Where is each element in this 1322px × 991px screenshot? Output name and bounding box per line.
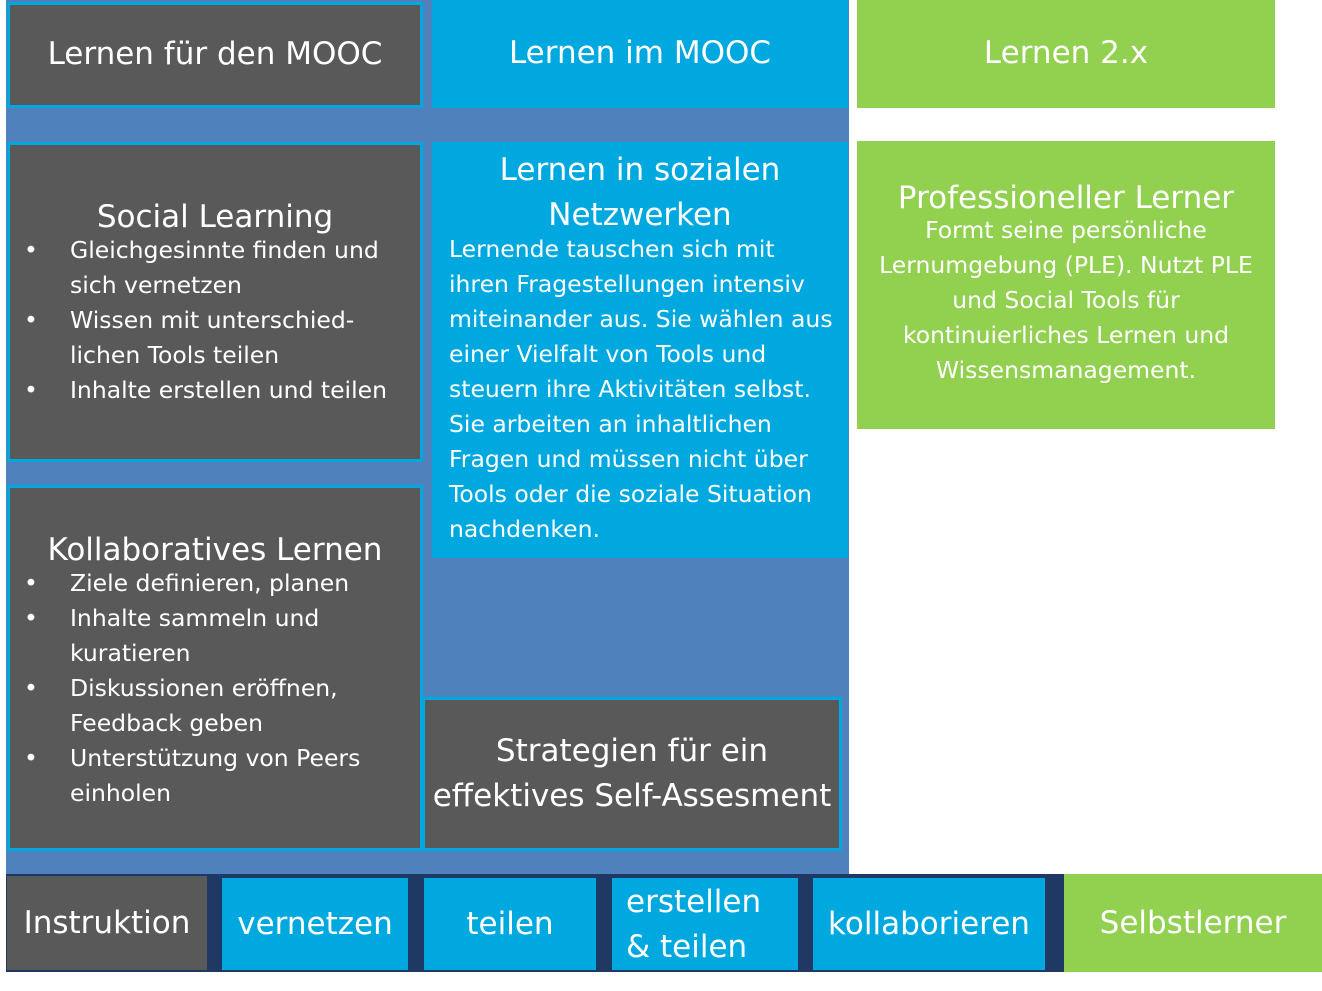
kollaboratives-lernen-list	[10, 566, 420, 811]
bullet-icon: •	[24, 376, 38, 404]
box-teilen	[424, 878, 596, 970]
box-professioneller-lerner	[857, 141, 1275, 429]
box-selbstlerner	[1064, 874, 1322, 972]
box-kollaborieren	[813, 878, 1045, 970]
soziale-netzwerke-text: Lernende tauschen sich mit ihren Fragestellungen intensiv miteinander aus. Sie wählen aus einer Vielfalt von Tools und steuern ihre Aktivitäten selbst. Sie arbeiten an inhaltlichen Fragen und müssen nicht über Tools oder die soziale Situation nachdenken.	[449, 235, 833, 543]
box-vernetzen	[222, 878, 408, 970]
professioneller-lerner-title: Professioneller Lerner	[897, 180, 1235, 216]
und-teilen-label: & teilen	[626, 929, 748, 965]
social-learning-list	[10, 233, 420, 408]
header-lernen-im-mooc	[432, 0, 848, 108]
header-lernen-2x-label: Lernen 2.x	[983, 35, 1149, 72]
list-item: • Wissen mit unterschied- lichen Tools teilen	[10, 303, 420, 373]
bullet-icon: •	[24, 569, 38, 597]
box-kollaboratives-lernen	[7, 485, 423, 851]
bullet-icon: •	[24, 674, 38, 702]
bullet-icon: •	[24, 306, 38, 334]
social-learning-title: Social Learning	[96, 199, 334, 235]
list-item: • Unterstützung von Peers einholen	[10, 741, 420, 811]
kollaboratives-lernen-title: Kollaboratives Lernen	[47, 532, 383, 568]
list-item: • Ziele definieren, planen	[10, 566, 420, 601]
bullet-icon: •	[24, 604, 38, 632]
list-item: • Diskussionen eröffnen, Feedback geben	[10, 671, 420, 741]
box-instruktion	[7, 876, 207, 970]
header-lernen-im-mooc-label: Lernen im MOOC	[508, 35, 772, 72]
header-lernen-fuer-den-mooc	[7, 2, 423, 108]
strategien-text: Strategien für ein effektives Self-Assesment	[432, 733, 832, 814]
box-erstellen-teilen	[612, 878, 798, 970]
box-social-learning	[7, 142, 423, 462]
erstellen-label: erstellen	[626, 884, 762, 920]
professioneller-lerner-text: Formt seine persönliche Lernumgebung (PLE). Nutzt PLE und Social Tools für kontinuierliches Lernen und Wissensmanagement.	[879, 216, 1253, 384]
soziale-netzwerke-title: Lernen in sozialen Netzwerken	[499, 152, 781, 233]
teilen-label: teilen	[466, 906, 554, 942]
vernetzen-label: vernetzen	[237, 906, 393, 942]
box-strategien-self-assesment	[422, 697, 842, 851]
kollaborieren-label: kollaborieren	[828, 906, 1030, 942]
header-lernen-fuer-den-mooc-label: Lernen für den MOOC	[47, 36, 383, 73]
instruktion-label: Instruktion	[23, 905, 191, 941]
list-item: • Inhalte erstellen und teilen	[10, 373, 420, 408]
list-item: • Inhalte sammeln und kuratieren	[10, 601, 420, 671]
list-item: • Gleichgesinnte finden und sich vernetzen	[10, 233, 420, 303]
selbstlerner-label: Selbstlerner	[1099, 905, 1287, 941]
box-lernen-in-sozialen-netzwerken	[432, 142, 848, 558]
bullet-icon: •	[24, 744, 38, 772]
bullet-icon: •	[24, 236, 38, 264]
header-lernen-2x	[857, 0, 1275, 108]
